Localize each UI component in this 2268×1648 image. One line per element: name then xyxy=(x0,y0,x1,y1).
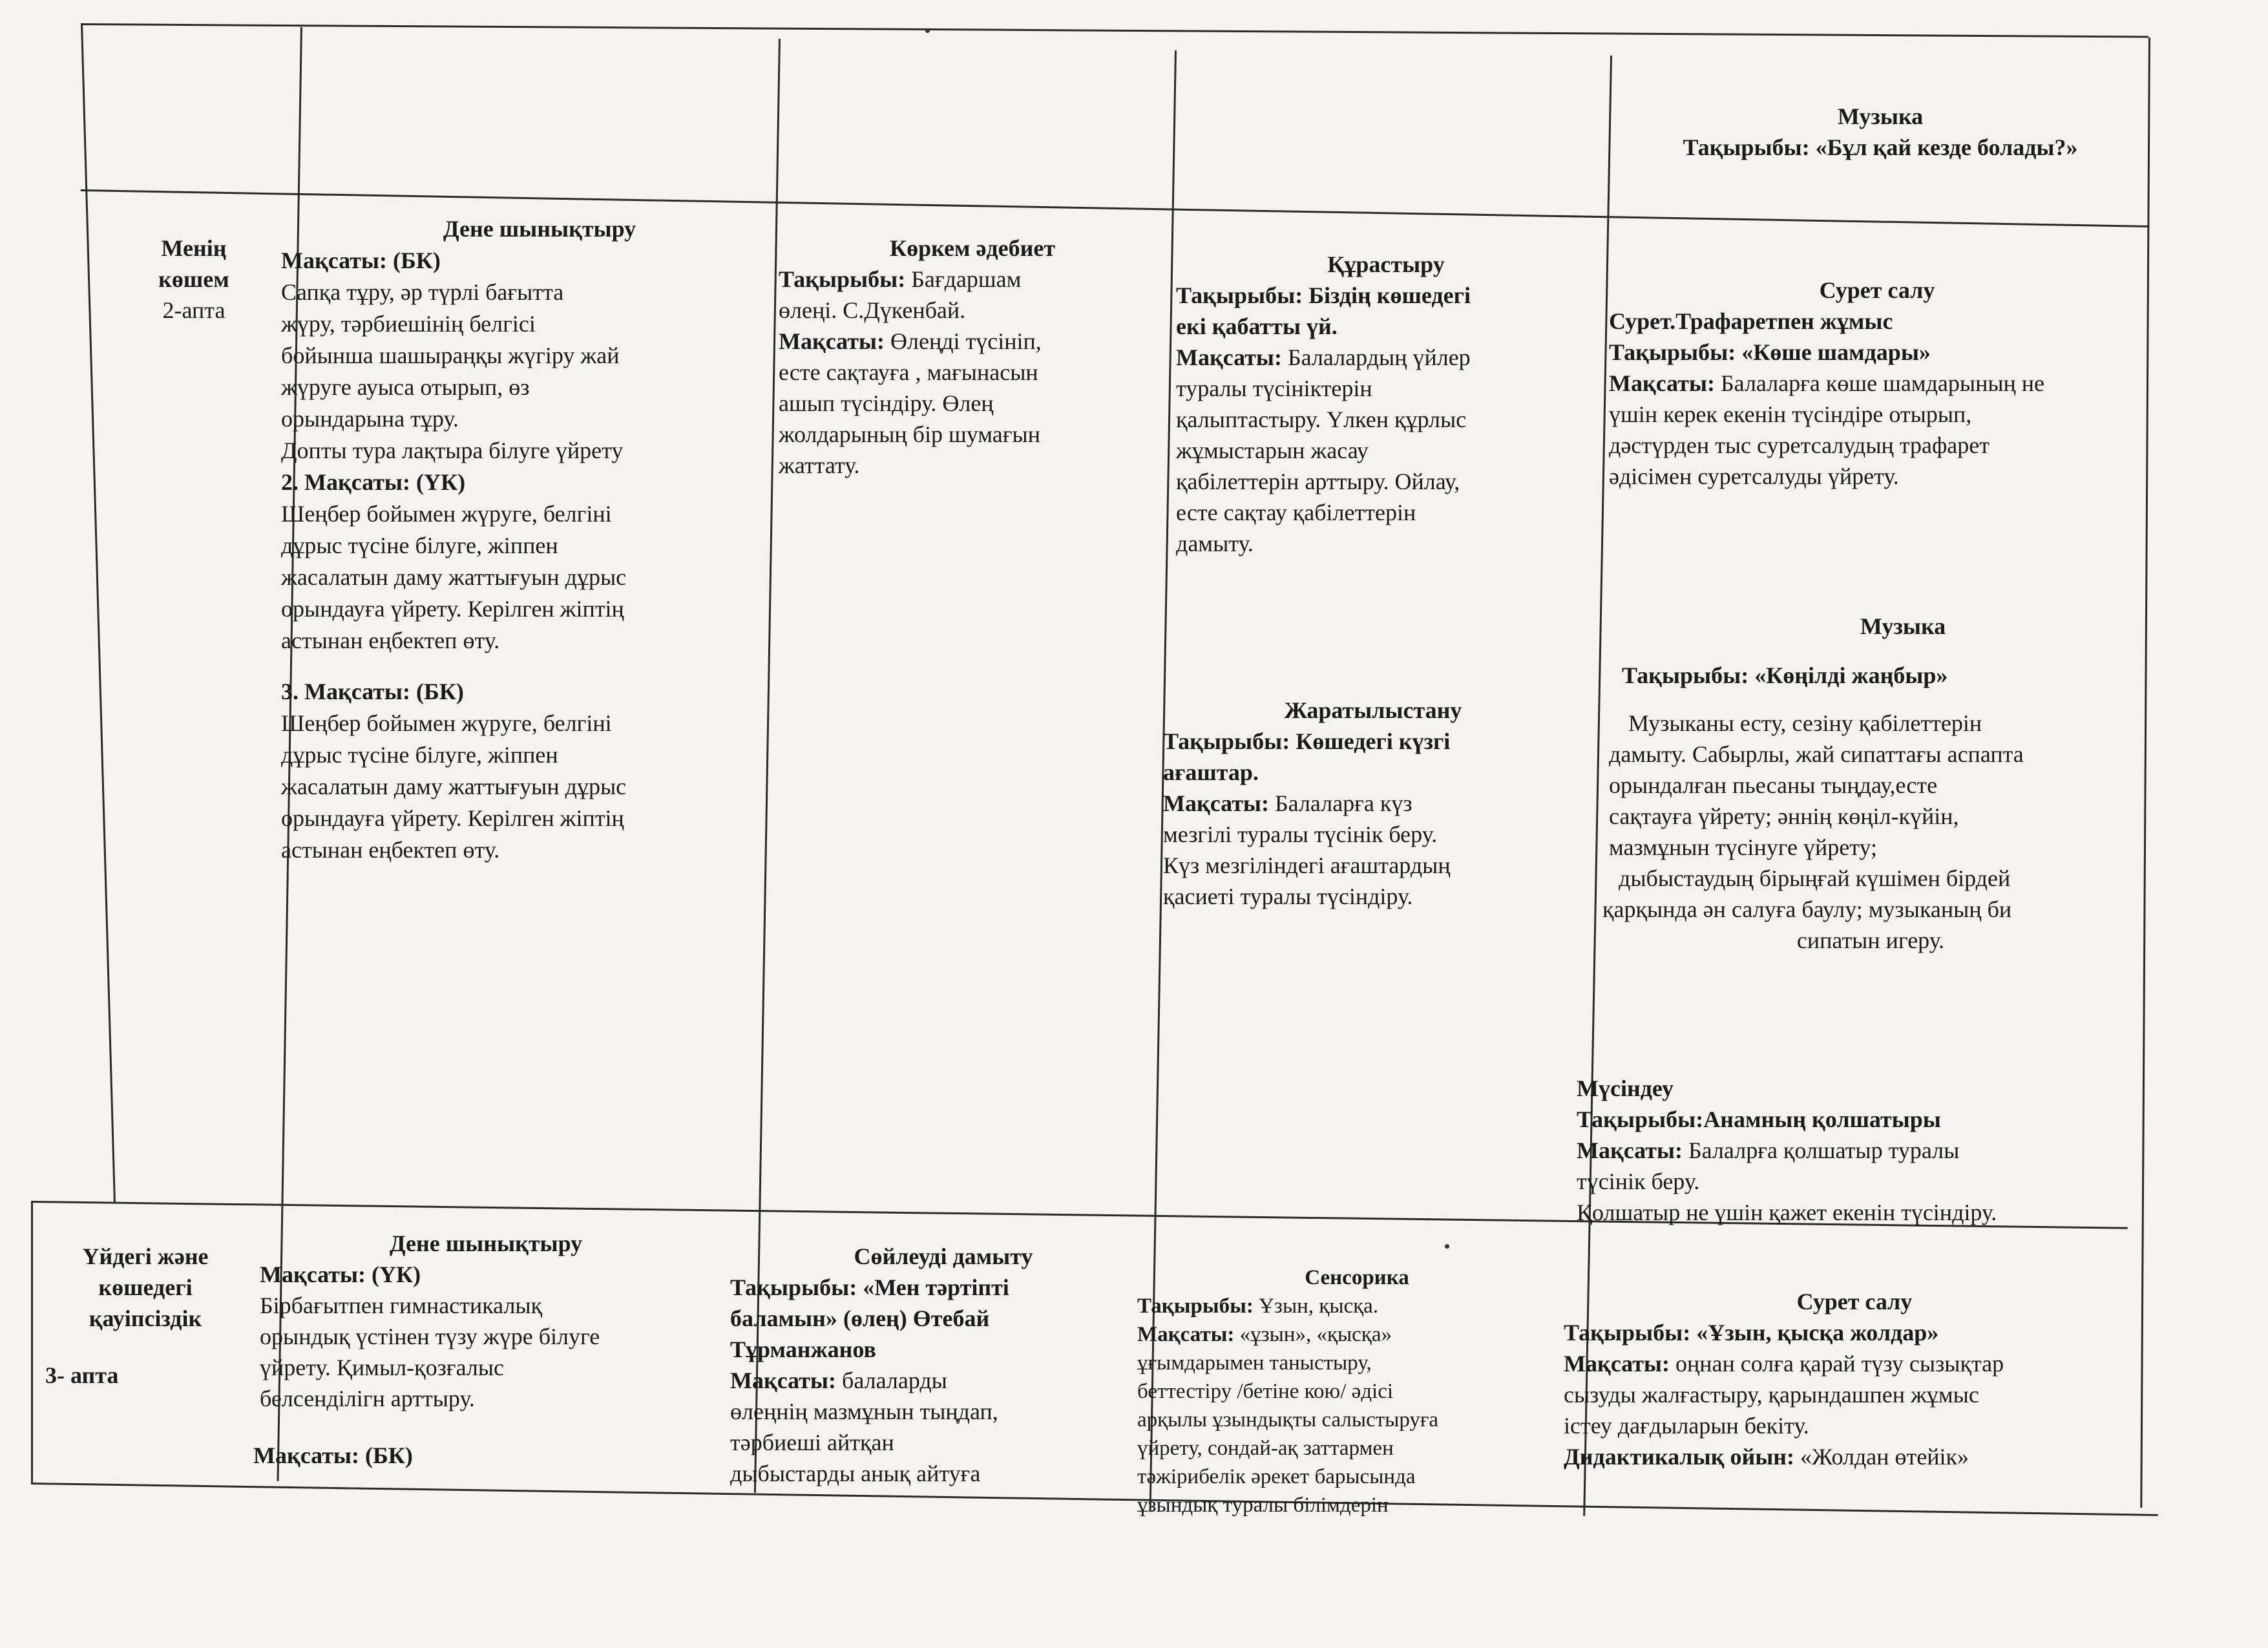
row1-drawing-goal-line: әдісімен суретсалуды үйрету. xyxy=(1609,463,1899,489)
row2-physical-subject: Дене шынықтыру xyxy=(389,1231,583,1256)
row2-speech-cell xyxy=(730,1241,1157,1489)
row2-drawing-topic: Тақырыбы: «Ұзын, қысқа жолдар» xyxy=(1564,1320,1939,1346)
row2-sensory-goal-line: арқылы ұзындықты салыстыруға xyxy=(1137,1408,1439,1431)
row1-physical-goal3-line: Шеңбер бойымен жүруге, белгіні xyxy=(281,710,612,736)
row1-music-subject: Музыка xyxy=(1860,613,1946,639)
row2-speech-subject: Сөйлеуді дамыту xyxy=(854,1243,1033,1269)
row1-modeling-topic: Тақырыбы:Анамның қолшатыры xyxy=(1577,1106,1941,1132)
row1-construction-cell xyxy=(1176,249,1596,559)
row2-sensory-subject: Сенсорика xyxy=(1305,1266,1409,1289)
row1-physical-goal1-line: жүруге ауыса отырып, өз xyxy=(281,374,530,400)
row1-physical-goal3-line: астынан еңбектеп өту. xyxy=(281,837,500,863)
table-left-border xyxy=(81,23,116,1202)
row2-speech-goal: Мақсаты: балаларды xyxy=(730,1368,947,1393)
row1-music-line: орындалған пьесаны тыңдау,есте xyxy=(1609,772,1938,798)
row1-construction-goal: Мақсаты: Балалардың үйлер xyxy=(1176,344,1471,370)
row1-construction-topic: Тақырыбы: Біздің көшедегі xyxy=(1176,282,1471,308)
row1-construction-goal-line: есте сақтау қабілеттерін xyxy=(1176,500,1416,525)
row2-theme-title-line3: қауіпсіздік xyxy=(89,1305,202,1331)
row2-physical-goal1-line: үйрету. Қимыл-қозғалыс xyxy=(260,1355,504,1380)
row1-physical-goal2-line: астынан еңбектеп өту. xyxy=(281,628,500,653)
row1-physical-goal3-line: дұрыс түсіне білуге, жіппен xyxy=(281,742,558,768)
row2-speech-topic-line2: баламын» (өлең) Өтебай xyxy=(730,1305,990,1331)
row1-literature-topic: Тақырыбы: Бағдаршам xyxy=(779,266,1022,292)
row1-music-line: сипатын игеру. xyxy=(1796,927,1945,953)
row1-construction-goal-line: туралы түсініктерін xyxy=(1176,375,1372,401)
row1-music-line: сақтауға үйрету; әннің көңіл-күйін, xyxy=(1609,803,1959,829)
scan-speck xyxy=(925,28,930,33)
row2-physical-goal2-label: Мақсаты: (БК) xyxy=(253,1442,413,1468)
row1-nature-goal-line: мезгілі туралы түсінік беру. xyxy=(1163,821,1438,847)
row1-nature-goal-line: Күз мезгіліндегі ағаштардың xyxy=(1163,852,1451,878)
row2-drawing-game: Дидактикалық ойын: «Жолдан өтейік» xyxy=(1564,1444,1969,1470)
row1-physical-goal3-label: 3. Мақсаты: (БК) xyxy=(281,679,464,704)
row1-construction-topic-line2: екі қабатты үй. xyxy=(1176,313,1338,339)
row1-modeling-goal-line: түсінік беру. xyxy=(1577,1168,1700,1194)
row1-physical-goal1-line: жүру, тәрбиешінің белгісі xyxy=(281,311,536,337)
row1-literature-subject: Көркем әдебиет xyxy=(889,235,1056,261)
table-top-border xyxy=(81,23,2148,38)
row1-drawing-cell xyxy=(1609,275,2145,492)
row1-physical-goal3-line: жасалатын даму жаттығуын дұрыс xyxy=(281,774,627,799)
row2-sensory-topic: Тақырыбы: Ұзын, қысқа. xyxy=(1137,1294,1379,1318)
row1-theme-week: 2-апта xyxy=(162,297,226,323)
row1-literature-cell xyxy=(779,233,1166,481)
row1-modeling-subject: Мүсіндеу xyxy=(1577,1075,1674,1101)
header-music-topic: Тақырыбы: «Бұл қай кезде болады?» xyxy=(1683,134,2078,160)
row2-drawing-subject: Сурет салу xyxy=(1796,1289,1913,1315)
row1-literature-goal-line: жолдарының бір шумағын xyxy=(779,421,1040,447)
row1-theme-title-line1: Менің xyxy=(161,235,227,261)
row1-music-line: дыбыстаудың бірыңғай күшімен бірдей xyxy=(1619,865,2011,891)
header-music-cell xyxy=(1628,101,2132,163)
row1-literature-goal: Мақсаты: Өлеңді түсініп, xyxy=(779,328,1042,354)
row1-literature-goal-line: ашып түсіндіру. Өлең xyxy=(779,390,994,416)
row1-physical-cell xyxy=(281,213,746,866)
row1-physical-goal1-line: бойынша шашыраңқы жүгіру жай xyxy=(281,343,620,368)
row1-physical-goal2-label: 2. Мақсаты: (ҮК) xyxy=(281,469,466,495)
row1-construction-goal-line: қалыптастыру. Үлкен құрлыс xyxy=(1176,407,1467,432)
row1-drawing-goal-line: үшін керек екенін түсіндіре отырып, xyxy=(1609,401,1972,427)
row1-music-line: дамыту. Сабырлы, жай сипаттағы аспапта xyxy=(1609,741,2024,767)
row1-modeling-cell xyxy=(1577,1073,2145,1228)
row2-speech-topic: Тақырыбы: «Мен тәртіпті xyxy=(730,1274,1009,1300)
row1-physical-subject: Дене шынықтыру xyxy=(443,216,636,242)
row2-speech-topic-line3: Тұрманжанов xyxy=(730,1336,876,1362)
row2-sensory-goal: Мақсаты: «ұзын», «қысқа» xyxy=(1137,1323,1392,1346)
row1-music-cell xyxy=(1602,611,2139,956)
row1-nature-topic-line2: ағаштар. xyxy=(1163,759,1259,785)
row2-drawing-goal-line: істеу дағдыларын бекіту. xyxy=(1564,1413,1809,1439)
row1-literature-topic-line2: өлеңі. С.Дүкенбай. xyxy=(779,297,966,323)
row1-drawing-goal-line: дәстүрден тыс суретсалудың трафарет xyxy=(1609,432,1990,458)
row2-physical-goal1-line: белсенділігн арттыру. xyxy=(260,1386,475,1411)
row1-theme-cell xyxy=(103,233,284,326)
row1-nature-topic: Тақырыбы: Көшедегі күзгі xyxy=(1163,728,1451,754)
row2-theme-week: 3- апта xyxy=(45,1362,119,1388)
header-music-subject: Музыка xyxy=(1837,103,1924,129)
row2-drawing-goal: Мақсаты: оңнан солға қарай түзу сызықтар xyxy=(1564,1351,2004,1377)
row1-music-line: мазмұнын түсінуге үйрету; xyxy=(1609,834,1878,860)
row1-music-line: Музыканы есту, сезіну қабілеттерін xyxy=(1628,710,1982,736)
row1-construction-goal-line: дамыту. xyxy=(1176,531,1254,556)
row1-physical-goal2-line: орындауға үйрету. Керілген жіптің xyxy=(281,596,624,622)
row1-physical-goal1-label: Мақсаты: (БК) xyxy=(281,248,441,273)
row1-physical-goal1-line: орындарына тұру. xyxy=(281,406,459,432)
row2-speech-goal-line: дыбыстарды анық айтуға xyxy=(730,1461,981,1486)
row1-physical-goal1-line: Допты тура лақтыра білуге үйрету xyxy=(281,438,624,463)
row1-physical-goal2-line: дұрыс түсіне білуге, жіппен xyxy=(281,533,558,558)
row2-speech-goal-line: өлеңнің мазмұнын тыңдап, xyxy=(730,1399,998,1424)
row1-drawing-topic: Тақырыбы: «Көше шамдары» xyxy=(1609,339,1931,365)
row2-drawing-goal-line: сызуды жалғастыру, қарындашпен жұмыс xyxy=(1564,1382,1979,1408)
table-left-border-lower xyxy=(31,1201,33,1483)
row1-literature-goal-line: жаттату. xyxy=(779,452,860,478)
row1-modeling-goal-line: Қолшатыр не үшін қажет екенін түсіндіру. xyxy=(1577,1199,1997,1225)
row1-music-topic: Тақырыбы: «Көңілді жаңбыр» xyxy=(1622,662,1948,688)
row2-sensory-goal-line: ұғымдарымен таныстыру, xyxy=(1137,1351,1372,1375)
row2-sensory-goal-line: үйрету, сондай-ақ заттармен xyxy=(1137,1437,1394,1460)
row1-physical-goal3-line: орындауға үйрету. Керілген жіптің xyxy=(281,805,624,831)
row1-construction-goal-line: қабілеттерін арттыру. Ойлау, xyxy=(1176,469,1460,494)
row2-sensory-goal-line: беттестіру /бетіне кою/ әдісі xyxy=(1137,1380,1394,1403)
row1-physical-goal2-line: Шеңбер бойымен жүруге, белгіні xyxy=(281,501,612,527)
row1-modeling-goal: Мақсаты: Балалрға қолшатыр туралы xyxy=(1577,1137,1960,1163)
row1-construction-goal-line: жұмыстарын жасау xyxy=(1176,438,1369,463)
row1-physical-goal1-line: Сапқа тұру, әр түрлі бағытта xyxy=(281,279,564,305)
row2-speech-goal-line: тәрбиеші айтқан xyxy=(730,1430,894,1455)
row1-nature-goal: Мақсаты: Балаларға күз xyxy=(1163,790,1412,816)
row2-theme-cell xyxy=(39,1241,252,1391)
row1-drawing-kind: Сурет.Трафаретпен жұмыс xyxy=(1609,308,1893,334)
row2-physical-goal1-label: Мақсаты: (ҮК) xyxy=(260,1262,421,1287)
row2-sensory-goal-line: ұзындық туралы білімдерін xyxy=(1137,1494,1389,1517)
row2-sensory-goal-line: тәжірибелік әрекет барысында xyxy=(1137,1465,1416,1488)
scan-speck xyxy=(1445,1244,1449,1249)
row1-music-line: қарқында ән салуға баулу; музыканың би xyxy=(1602,896,2012,922)
row2-physical-cell xyxy=(253,1228,719,1471)
row1-nature-goal-line: қасиеті туралы түсіндіру. xyxy=(1163,883,1413,909)
row2-sensory-cell xyxy=(1137,1263,1577,1519)
row2-physical-goal1-line: орындық үстінен түзу жүре білуге xyxy=(260,1324,600,1349)
row1-drawing-goal: Мақсаты: Балаларға көше шамдарының не xyxy=(1609,370,2045,396)
row2-drawing-cell xyxy=(1564,1286,2145,1472)
row2-physical-goal1-line: Бірбағытпен гимнастикалық xyxy=(260,1293,543,1318)
row1-literature-goal-line: есте сақтауға , мағынасын xyxy=(779,359,1038,385)
row1-nature-subject: Жаратылыстану xyxy=(1284,697,1462,723)
row1-construction-subject: Құрастыру xyxy=(1327,251,1445,277)
row1-physical-goal2-line: жасалатын даму жаттығуын дұрыс xyxy=(281,564,627,590)
row1-theme-title-line2: көшем xyxy=(158,266,229,292)
row2-theme-title-line2: көшедегі xyxy=(98,1274,193,1300)
row2-theme-title-line1: Үйдегі және xyxy=(82,1243,209,1269)
row1-drawing-subject: Сурет салу xyxy=(1819,277,1935,303)
row1-nature-cell xyxy=(1163,695,1583,912)
